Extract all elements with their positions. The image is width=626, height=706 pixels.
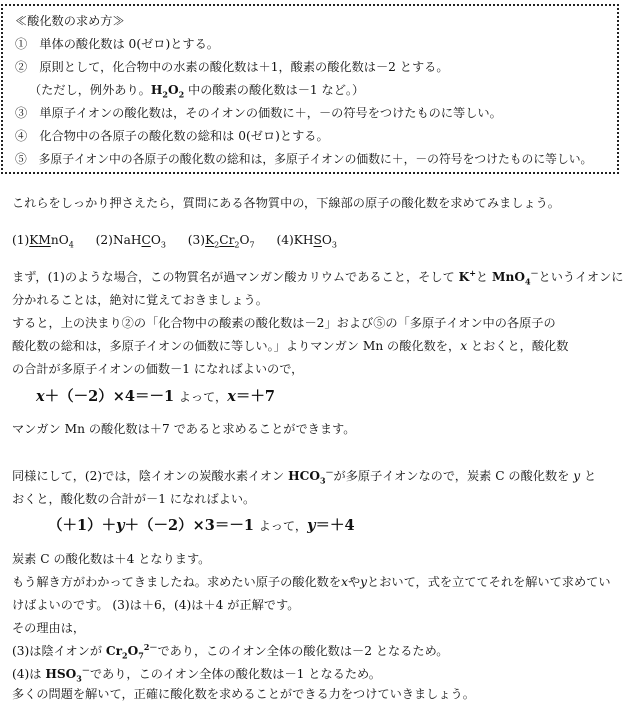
question-4-number: (4) <box>276 233 294 247</box>
formula-h2o2: $H_2O_2$ <box>150 83 185 100</box>
formula-k2cr2o7: $K_2Cr_2O_7$ <box>205 233 255 250</box>
rule-2-note: （ただし，例外あり。$H_2O_2$ 中の酸素の酸化数は－1 など。） <box>29 83 365 100</box>
tail-line-7: 多くの問題を解いて，正確に酸化数を求めることができる力をつけていきましょう。 <box>12 687 475 701</box>
tail-line-2: もう解き方がわかってきましたね。求めたい原子の酸化数をxやyとおいて，式を立ててそれを解いて求めてい <box>12 575 611 589</box>
tail-line-4: その理由は， <box>12 621 86 635</box>
rule-5: ⑤ 多原子イオン中の各原子の酸化数の総和は，多原子イオンの価数に＋，－の符号をつけたものに等しい。 <box>15 152 593 166</box>
p1-line-3: すると，上の決まり②の「化合物中の酸素の酸化数は－2」および⑤の「多原子イオン中の各原子の <box>12 316 556 330</box>
intro-text: これらをしっかり押さえたら，質問にある各物質中の，下線部の原子の酸化数を求めてみましょう。 <box>12 196 560 210</box>
question-3-number: (3) <box>187 233 206 247</box>
p1-result: マンガン Mn の酸化数は＋7 であると求めることができます。 <box>12 422 356 436</box>
formula-mno4-ion: MnO$_4$－ <box>491 267 539 287</box>
p1-line-5: の合計が多原子イオンの価数－1 になればよいので， <box>12 362 304 376</box>
rule-2: ② 原則として，化合物中の水素の酸化数は＋1，酸素の酸化数は－2 とする。 <box>15 60 449 74</box>
formula-cr2o7-ion: $Cr_2O_7^{2-}$ <box>105 641 158 661</box>
formula-kmno4: KMnO$_4$ <box>29 233 74 250</box>
p1-line-1: まず，(1)のような場合，この物質名が過マンガン酸カリウムであること，そして K+と MnO$_4$－というイオンに <box>12 267 624 287</box>
equation-2: （＋1）＋y＋（－2）×3＝－1 よって，y＝＋4 <box>48 517 355 534</box>
p1-line-4: 酸化数の総和は，多原子イオンの価数に等しい。」よりマンガン Mn の酸化数を，x とおくと，酸化数 <box>12 339 569 353</box>
formula-k-ion: K+ <box>458 267 476 284</box>
question-1-number: (1) <box>12 233 30 247</box>
formula-khso3: $KHSO_3$ <box>293 233 337 250</box>
rule-4: ④ 化合物中の各原子の酸化数の総和は 0(ゼロ)とする。 <box>15 129 329 143</box>
tail-line-3: けばよいのです。 (3)は＋6，(4)は＋4 が正解です。 <box>12 598 300 612</box>
tail-line-1: 炭素 C の酸化数は＋4 となります。 <box>12 552 211 566</box>
formula-hco3-ion: $HCO_3^-$ <box>288 466 334 486</box>
p2-line-2: おくと，酸化数の合計が－1 になればよい。 <box>12 492 256 506</box>
rule-1: ① 単体の酸化数は 0(ゼロ)とする。 <box>15 37 219 51</box>
question-2-number: (2) <box>95 233 113 247</box>
rules-heading: ≪酸化数の求め方≫ <box>15 14 125 28</box>
formula-nahco3: NaHCO$_3$ <box>112 233 166 250</box>
equation-1: x＋（－2）×4＝－1 よって，x＝＋7 <box>36 388 275 405</box>
p2-line-1: 同様にして，(2)では，陰イオンの炭酸水素イオン $HCO_3^-$が多原子イオンなので，炭素 C の酸化数を y と <box>12 466 597 486</box>
rules-box <box>1 4 619 174</box>
tail-line-5: (3)は陰イオンが $Cr_2O_7^{2-}$であり，このイオン全体の酸化数は－2 となるため。 <box>12 641 449 661</box>
tail-line-6: (4)は $HSO_3^-$であり，このイオン全体の酸化数は－1 となるため。 <box>12 664 381 684</box>
p1-line-2: 分かれることは，絶対に覚えておきましょう。 <box>12 293 268 307</box>
question-list <box>12 229 337 252</box>
rule-3: ③ 単原子イオンの酸化数は，そのイオンの価数に＋，－の符号をつけたものに等しい。 <box>15 106 502 120</box>
formula-hso3-ion: $HSO_3^-$ <box>45 664 90 684</box>
